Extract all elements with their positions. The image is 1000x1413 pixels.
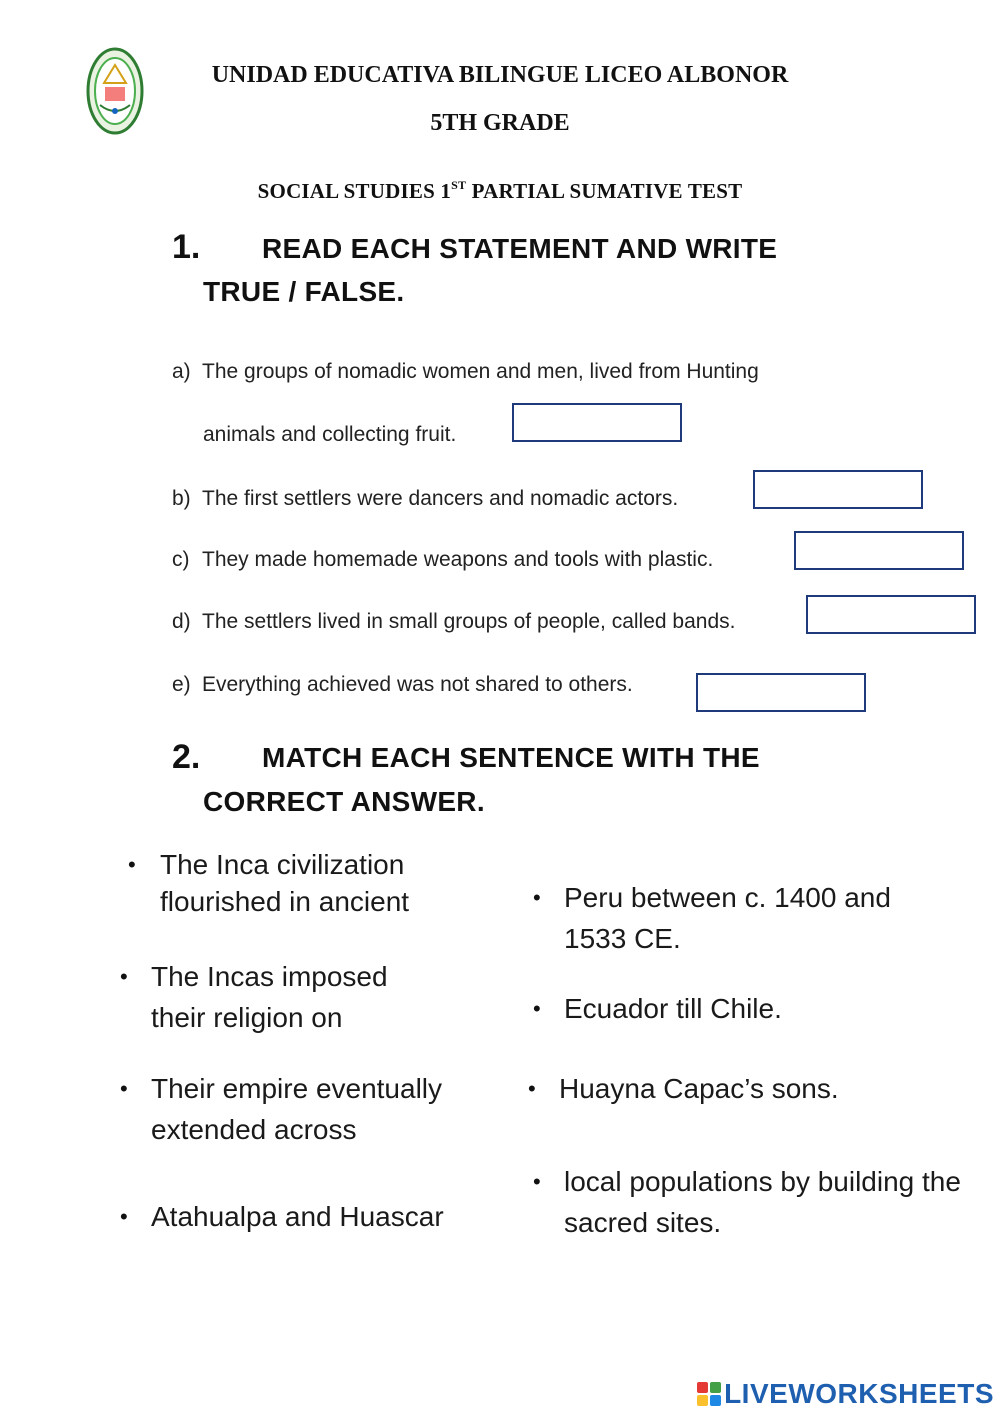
bullet-icon: • (120, 964, 128, 989)
answer-box-d[interactable] (806, 595, 976, 634)
section-1-number: 1. (172, 228, 201, 266)
bullet-icon: • (533, 1169, 541, 1194)
statement-b: b) The first settlers were dancers and nomadic actors. (172, 487, 679, 510)
match-right-4[interactable]: local populations by building the sacred sites. (564, 1166, 961, 1238)
statement-a: a) The groups of nomadic women and men, lived from Hunting (172, 360, 759, 383)
answer-box-c[interactable] (794, 531, 964, 570)
answer-box-b[interactable] (753, 470, 923, 509)
section-1-heading-cont: TRUE / FALSE. (203, 276, 405, 307)
test-title: SOCIAL STUDIES 1ST PARTIAL SUMATIVE TEST (257, 178, 743, 203)
bullet-icon: • (533, 885, 541, 910)
statement-c: c) They made homemade weapons and tools with plastic. (172, 548, 714, 571)
match-left-4[interactable]: Atahualpa and Huascar (151, 1201, 444, 1232)
section-2-number: 2. (172, 738, 201, 776)
statement-e: e) Everything achieved was not shared to others. (172, 673, 633, 696)
match-left-3[interactable]: Their empire eventually extended across (151, 1073, 443, 1145)
section-2-heading-cont: CORRECT ANSWER. (203, 786, 485, 817)
bullet-icon: • (120, 1204, 128, 1229)
match-right-3[interactable]: Huayna Capac’s sons. (559, 1073, 839, 1104)
statement-a-cont: animals and collecting fruit. (203, 423, 457, 446)
school-name: UNIDAD EDUCATIVA BILINGUE LICEO ALBONOR (211, 62, 789, 88)
answer-box-e[interactable] (696, 673, 866, 712)
section-2-heading: MATCH EACH SENTENCE WITH THE (262, 742, 760, 773)
statement-d: d) The settlers lived in small groups of people, called bands. (172, 610, 736, 633)
match-left-1[interactable]: The Inca civilization flourished in ancient (160, 849, 410, 917)
bullet-icon: • (528, 1076, 536, 1101)
bullet-icon: • (128, 852, 136, 877)
answer-box-a[interactable] (512, 403, 682, 442)
match-right-2[interactable]: Ecuador till Chile. (564, 993, 782, 1024)
bullet-icon: • (533, 996, 541, 1021)
liveworksheets-logo (697, 1377, 994, 1411)
liveworksheets-logo-icon (697, 1382, 721, 1406)
section-1-heading: READ EACH STATEMENT AND WRITE (262, 233, 778, 264)
brand-name: LIVEWORKSHEETS (724, 1378, 994, 1409)
match-right-1[interactable]: Peru between c. 1400 and 1533 CE. (564, 882, 891, 954)
grade-label: 5TH GRADE (430, 110, 570, 136)
match-left-2[interactable]: The Incas imposed their religion on (151, 961, 388, 1033)
bullet-icon: • (120, 1076, 128, 1101)
